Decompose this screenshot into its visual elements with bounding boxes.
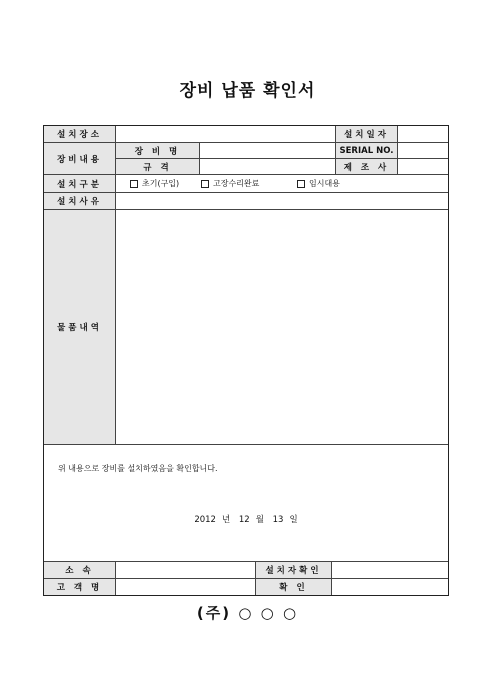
document-title: 장비 납품 확인서 xyxy=(179,81,316,101)
checkbox-icon[interactable] xyxy=(297,180,305,188)
delivery-form xyxy=(43,125,449,596)
label-install-place: 설치장소 xyxy=(44,126,116,142)
label-equipment-name: 장 비 명 xyxy=(116,143,200,158)
option-temporary[interactable] xyxy=(297,175,340,192)
date-month-unit: 월 xyxy=(255,515,264,525)
label-customer: 고 객 명 xyxy=(44,579,116,595)
field-serial[interactable] xyxy=(398,143,448,158)
field-customer[interactable] xyxy=(116,579,256,595)
date-day: 13 xyxy=(272,515,284,525)
checkbox-icon[interactable] xyxy=(201,180,209,188)
label-serial: SERIAL NO. xyxy=(336,143,398,158)
date-year-unit: 년 xyxy=(221,515,231,525)
row-items xyxy=(44,210,448,445)
option-repair-label: 고장수리완료 xyxy=(213,179,260,188)
option-repair[interactable] xyxy=(201,175,259,192)
confirmation-text: 위 내용으로 장비를 설치하였음을 확인합니다. xyxy=(58,464,218,473)
label-installer-confirm: 설치자확인 xyxy=(256,562,332,578)
label-items: 물품내역 xyxy=(44,210,116,444)
row-confirmation xyxy=(44,445,448,562)
row-install-reason xyxy=(44,193,448,210)
option-initial-label: 초기(구입) xyxy=(142,179,180,188)
row-install-place xyxy=(44,126,448,143)
field-affiliation[interactable] xyxy=(116,562,256,578)
field-equipment-name[interactable] xyxy=(200,143,336,158)
field-maker[interactable] xyxy=(398,159,448,174)
label-equipment: 장비내용 xyxy=(44,143,116,174)
field-spec[interactable] xyxy=(200,159,336,174)
label-affiliation: 소 속 xyxy=(44,562,116,578)
label-confirm: 확 인 xyxy=(256,579,332,595)
row-equipment-name xyxy=(116,143,448,159)
row-spec xyxy=(116,159,448,174)
label-install-date: 설치일자 xyxy=(336,126,398,142)
field-install-date[interactable] xyxy=(398,126,448,142)
label-install-type: 설치구분 xyxy=(44,175,116,192)
confirmation-date xyxy=(44,513,448,525)
checkbox-icon[interactable] xyxy=(130,180,138,188)
label-install-reason: 설치사유 xyxy=(44,193,116,209)
field-items[interactable] xyxy=(116,210,448,444)
label-maker: 제 조 사 xyxy=(336,159,398,174)
field-confirm[interactable] xyxy=(332,579,448,595)
field-install-place[interactable] xyxy=(116,126,336,142)
company-name: (주) ○ ○ ○ xyxy=(196,604,299,622)
date-year: 2012 xyxy=(194,515,216,525)
field-installer-confirm[interactable] xyxy=(332,562,448,578)
equipment-subgrid xyxy=(116,143,448,174)
date-month: 12 xyxy=(238,515,250,525)
row-equipment xyxy=(44,143,448,175)
row-install-type xyxy=(44,175,448,193)
field-install-reason[interactable] xyxy=(116,193,448,209)
option-temporary-label: 임시대용 xyxy=(309,179,340,188)
row-affiliation xyxy=(44,562,448,579)
row-customer xyxy=(44,579,448,595)
option-initial[interactable] xyxy=(130,175,179,192)
label-spec: 규 격 xyxy=(116,159,200,174)
date-day-unit: 일 xyxy=(289,515,298,525)
